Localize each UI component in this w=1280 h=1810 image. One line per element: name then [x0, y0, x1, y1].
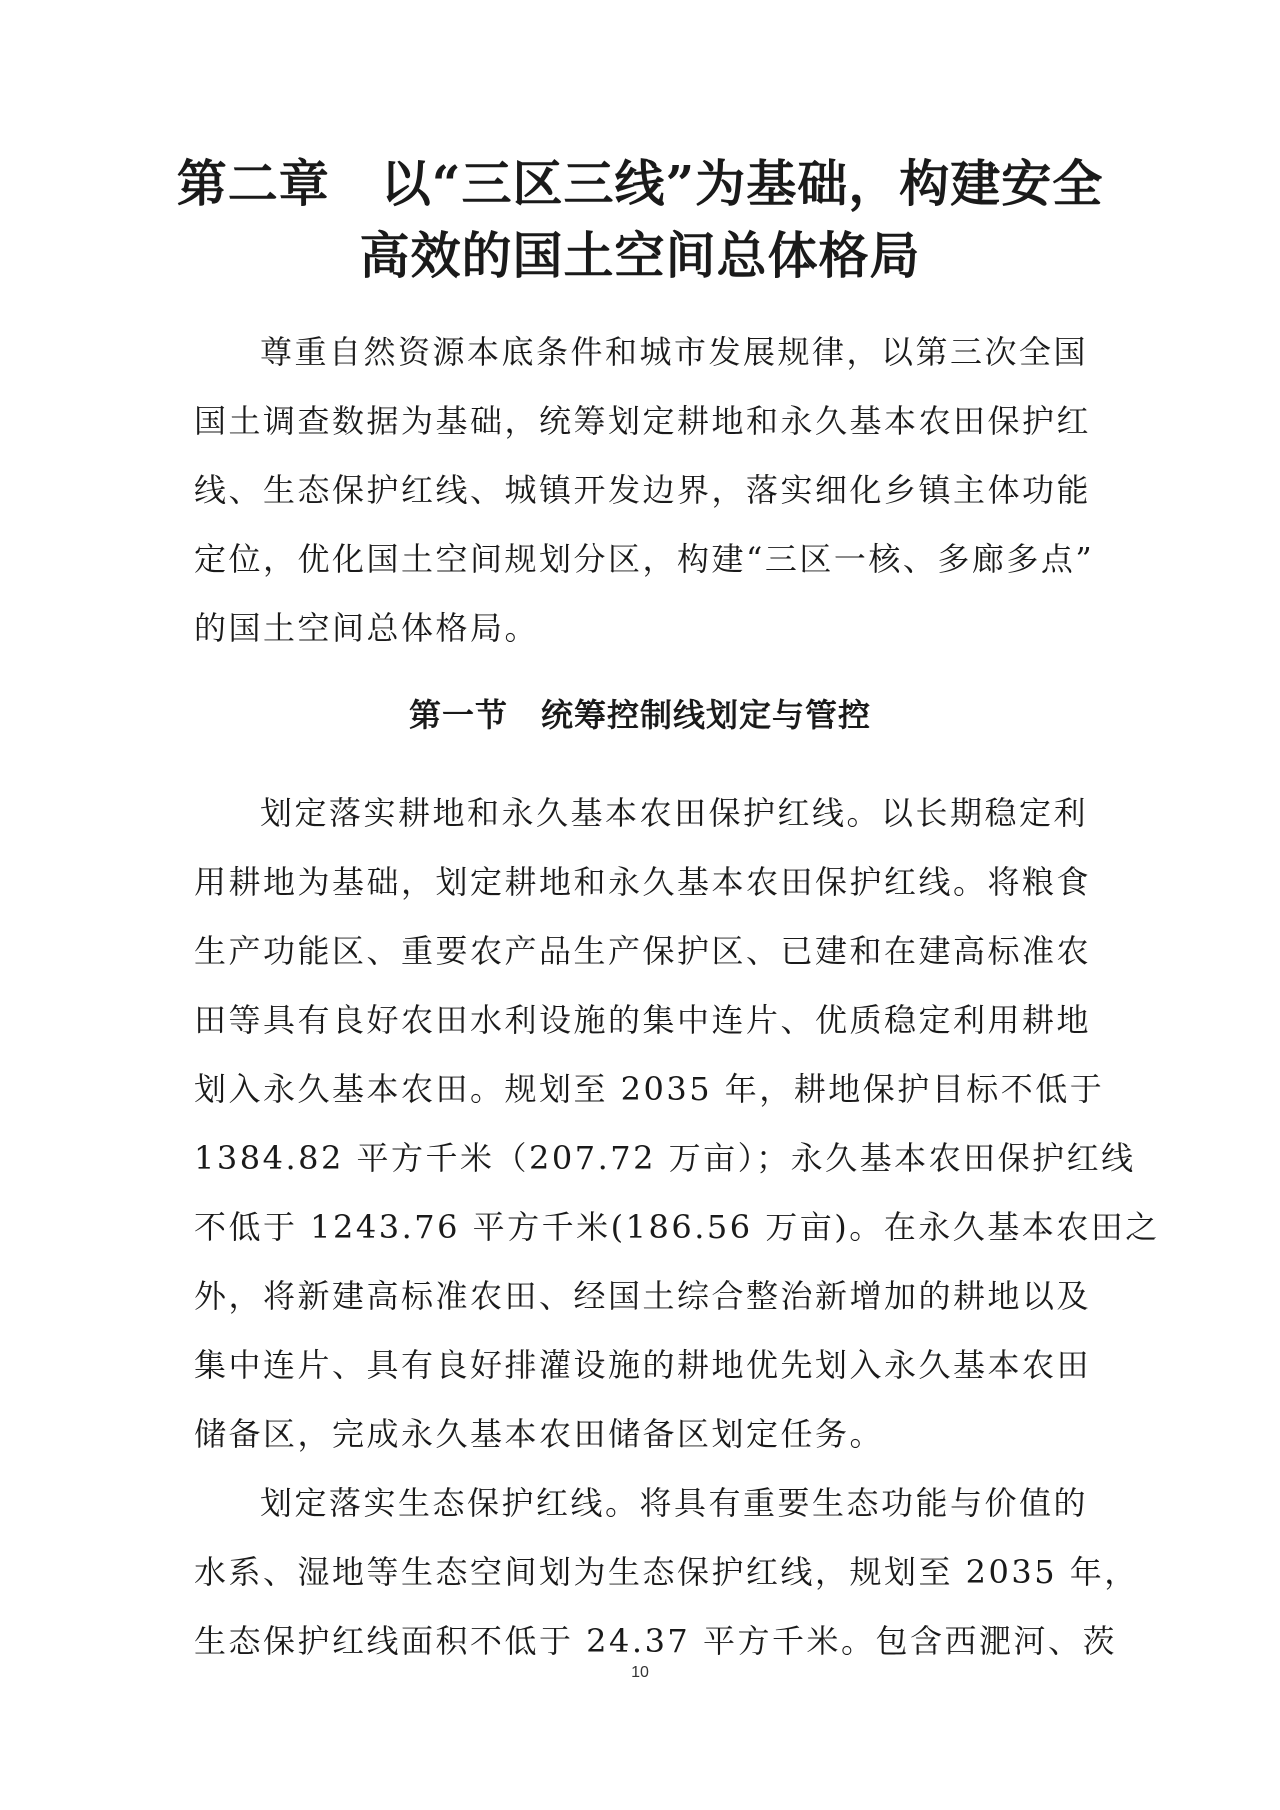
intro-line: 国土调查数据为基础，统筹划定耕地和永久基本农田保护红	[194, 402, 1092, 440]
paragraph-line: 1384.82 平方千米（207.72 万亩）；永久基本农田保护红线	[194, 1139, 1136, 1177]
paragraph-line: 外，将新建高标准农田、经国土综合整治新增加的耕地以及	[194, 1277, 1092, 1315]
paragraph-line: 水系、湿地等生态空间划为生态保护红线，规划至 2035 年，	[194, 1553, 1139, 1591]
paragraph-line: 生产功能区、重要农产品生产保护区、已建和在建高标准农	[194, 932, 1092, 970]
paragraph-line: 用耕地为基础，划定耕地和永久基本农田保护红线。将粮食	[194, 863, 1092, 901]
paragraph-line: 生态保护红线面积不低于 24.37 平方千米。包含西淝河、茨	[194, 1622, 1117, 1660]
ecology-paragraph	[194, 1469, 1139, 1676]
intro-line: 尊重自然资源本底条件和城市发展规律，以第三次全国	[260, 333, 1089, 371]
intro-line: 线、生态保护红线、城镇开发边界，落实细化乡镇主体功能	[194, 471, 1092, 509]
page-number: 10	[631, 1664, 649, 1681]
chapter-title-line-1: 第二章 以“三区三线”为基础，构建安全	[176, 154, 1104, 213]
farmland-paragraph	[194, 779, 1160, 1469]
paragraph-line: 不低于 1243.76 平方千米(186.56 万亩)。在永久基本农田之	[194, 1208, 1160, 1246]
paragraph-line: 储备区，完成永久基本农田储备区划定任务。	[194, 1415, 885, 1453]
paragraph-line: 田等具有良好农田水利设施的集中连片、优质稳定利用耕地	[194, 1001, 1092, 1039]
paragraph-line: 划定落实耕地和永久基本农田保护红线。以长期稳定利	[260, 794, 1089, 832]
chapter-title	[150, 148, 1130, 292]
intro-line: 定位，优化国土空间规划分区，构建“三区一核、多廊多点”	[194, 540, 1095, 578]
paragraph-line: 集中连片、具有良好排灌设施的耕地优先划入永久基本农田	[194, 1346, 1092, 1384]
intro-line: 的国土空间总体格局。	[194, 609, 540, 647]
chapter-title-line-2: 高效的国土空间总体格局	[359, 226, 921, 285]
paragraph-line: 划入永久基本农田。规划至 2035 年，耕地保护目标不低于	[194, 1070, 1105, 1108]
intro-paragraph	[194, 318, 1095, 663]
paragraph-line: 划定落实生态保护红线。将具有重要生态功能与价值的	[260, 1484, 1089, 1522]
section-title: 第一节 统筹控制线划定与管控	[408, 696, 871, 734]
